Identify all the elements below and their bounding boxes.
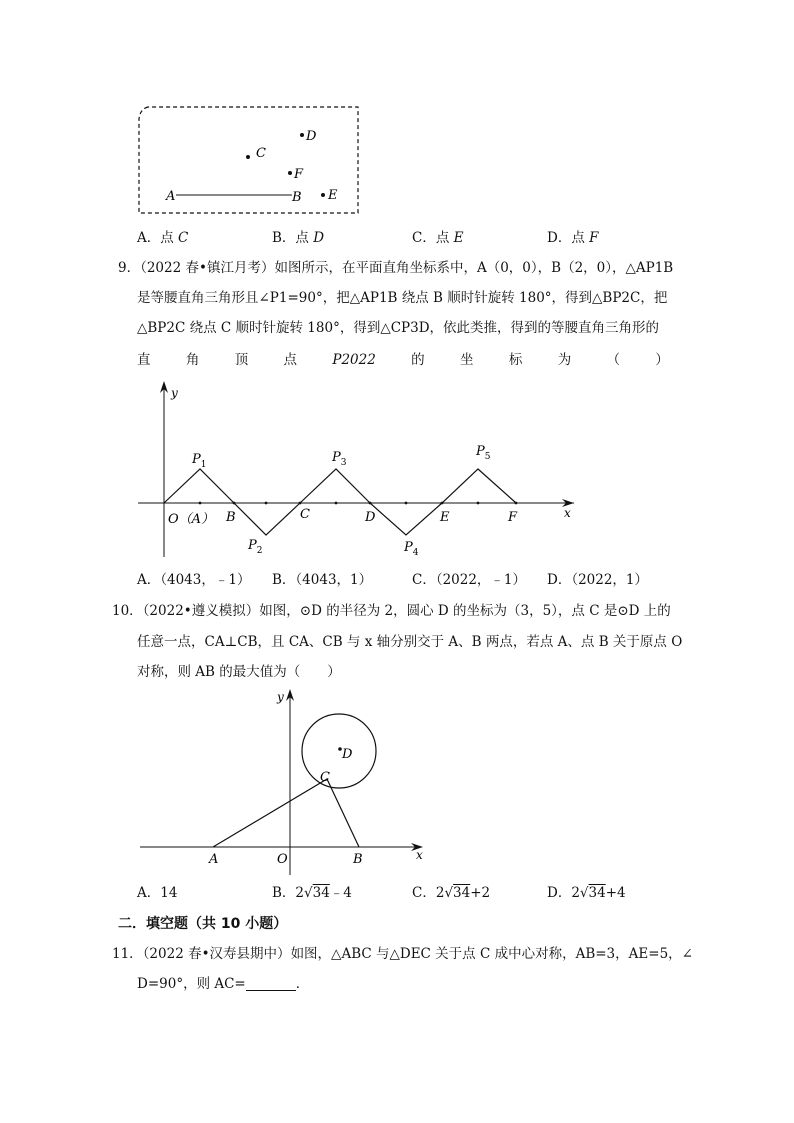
label-B: B xyxy=(292,190,302,205)
label-D: D xyxy=(365,510,376,525)
label-D: D xyxy=(306,129,317,144)
q10-source: （2022•遵义模拟） xyxy=(142,603,260,619)
q10-line-2: 任意一点，CA⊥CB，且 CA、CB 与 x 轴分别交于 A、B 两点，若点 A、点 B 关于原点 O xyxy=(137,634,683,650)
point-F xyxy=(288,171,292,175)
label-P2: $P_2$ xyxy=(248,538,263,556)
q8-figure xyxy=(130,95,370,225)
q9-source: （2022 春•镇江月考） xyxy=(140,260,275,276)
q11-line-2: D=90°，则 AC= ． xyxy=(137,976,310,992)
answer-blank[interactable] xyxy=(246,976,296,991)
label-P4: $P_4$ xyxy=(404,540,419,558)
point-E xyxy=(321,193,325,197)
x-label: x xyxy=(564,506,571,520)
x-label: x xyxy=(416,848,423,862)
q8-option-c[interactable]: C．点 E xyxy=(412,230,464,246)
origin-label: O（A） xyxy=(168,512,215,527)
label-P1: $P_1$ xyxy=(192,452,207,470)
y-label: y xyxy=(171,386,178,400)
zigzag-path xyxy=(164,469,516,535)
sqrt-symbol: √ xyxy=(444,885,454,901)
q10-option-a[interactable]: A．14 xyxy=(137,885,178,901)
q9-option-b[interactable]: B．（4043，1） xyxy=(272,572,373,588)
y-label: y xyxy=(277,690,284,704)
label-C: C xyxy=(320,770,330,785)
circle-D xyxy=(302,714,376,788)
q9-line-4: 直 角 顶 点 P2022 的 坐 标 为 （ ） xyxy=(137,352,669,368)
q10-figure xyxy=(135,685,435,880)
sqrt-symbol: √ xyxy=(579,885,589,901)
section-heading: 二．填空题（共 10 小题） xyxy=(118,916,288,932)
q8-option-b[interactable]: B．点 D xyxy=(272,230,325,246)
q10-option-b[interactable]: B．2√34﹣4 xyxy=(272,885,352,901)
label-D: D xyxy=(342,747,353,762)
q11-line-1: 11．（2022 春•汉寿县期中）如图，△ABC 与△DEC 关于点 C 成中心对称，AB=3，AE=5，∠ xyxy=(112,946,693,962)
triangle-ACB xyxy=(213,779,359,847)
point-C xyxy=(246,155,250,159)
q9-number: 9． xyxy=(118,260,141,276)
q9-line-1: 9．（2022 春•镇江月考）如图所示，在平面直角坐标系中，A（0，0），B（2，0），△AP1B xyxy=(118,260,674,276)
q9-option-c[interactable]: C．（2022，﹣1） xyxy=(412,572,527,588)
label-P3: $P_3$ xyxy=(332,450,347,468)
q9-line-3: △BP2C 绕点 C 顺时针旋转 180°，得到△CP3D，依此类推，得到的等腰直角三角形的 xyxy=(137,320,660,336)
q10-option-d[interactable]: D．2√34+4 xyxy=(547,885,626,901)
q10-number: 10． xyxy=(112,603,143,619)
label-O: O xyxy=(277,852,288,867)
label-A: A xyxy=(209,852,219,867)
label-A: A xyxy=(166,189,176,204)
q11-number: 11． xyxy=(112,946,143,962)
point-D xyxy=(300,133,304,137)
label-B: B xyxy=(353,852,363,867)
label-F: F xyxy=(294,167,304,182)
q8-option-a[interactable]: A．点 C xyxy=(137,230,189,246)
label-E: E xyxy=(440,510,450,525)
q10-line-3: 对称，则 AB 的最大值为（ ） xyxy=(137,664,341,680)
label-B: B xyxy=(226,510,236,525)
q10-option-c[interactable]: C．2√34+2 xyxy=(412,885,491,901)
q9-figure xyxy=(130,375,590,565)
q9-line-2: 是等腰直角三角形且∠P1=90°，把△AP1B 绕点 B 顺时针旋转 180°，得到△BP2C，把 xyxy=(137,290,668,306)
q11-source: （2022 春•汉寿县期中） xyxy=(142,946,291,962)
q8-option-d[interactable]: D．点 F xyxy=(547,230,599,246)
q9-option-a[interactable]: A．（4043，﹣1） xyxy=(137,572,251,588)
label-P5: $P_5$ xyxy=(476,444,491,462)
q10-line-1: 10．（2022•遵义模拟）如图，⊙D 的半径为 2，圆心 D 的坐标为（3，5），点 C 是⊙D 上的 xyxy=(112,603,671,619)
q9-option-d[interactable]: D．（2022，1） xyxy=(547,572,649,588)
label-F: F xyxy=(508,510,518,525)
label-C: C xyxy=(256,146,266,161)
label-C: C xyxy=(300,507,310,522)
sqrt-symbol: √ xyxy=(304,885,313,901)
label-E: E xyxy=(328,188,338,203)
